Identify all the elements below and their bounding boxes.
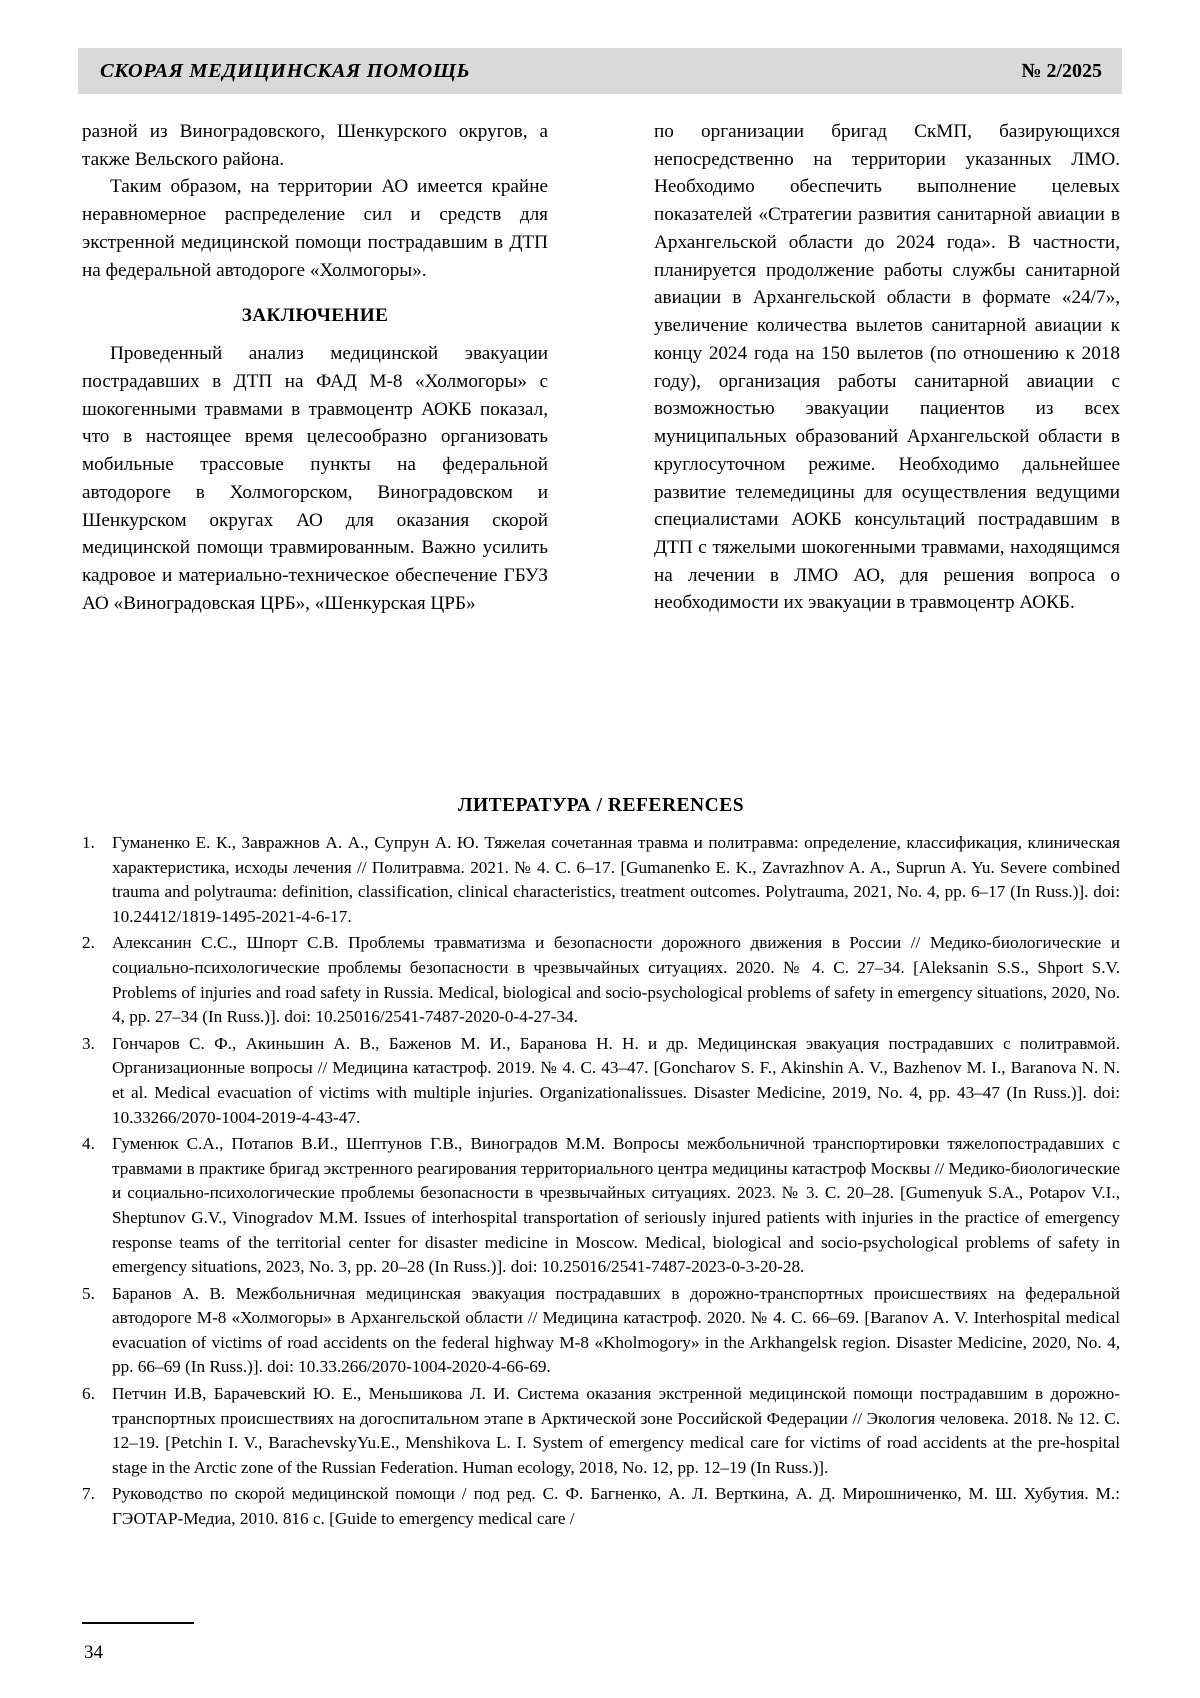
page-number: 34	[84, 1642, 103, 1663]
paragraph-continued: разной из Виноградовского, Шенкурского округов, а также Вельского района.	[82, 121, 548, 170]
reference-item	[82, 831, 1120, 929]
reference-item	[82, 1132, 1120, 1280]
reference-number: 1.	[82, 833, 95, 852]
journal-title: СКОРАЯ МЕДИЦИНСКАЯ ПОМОЩЬ	[100, 59, 471, 82]
reference-number: 3.	[82, 1033, 95, 1053]
footer-divider	[82, 1622, 194, 1624]
reference-number: 7.	[82, 1484, 95, 1504]
body-columns	[82, 118, 1120, 617]
reference-number: 2.	[82, 933, 95, 953]
issue-number: № 2/2025	[1021, 59, 1102, 82]
conclusion-paragraph: Проведенный анализ медицинской эвакуации пострадавших в ДТП на ФАД М-8 «Холмогоры» с шокогенными травмами в травмоцентр АОКБ показал, что в настоящее время целесообразно организовать мобильные трассовые пункты на федеральной автодороге в Холмогорском, Виноградовском и Шенкурском округах АО для оказания скорой медицинской помощи травмированным. Важно усилить кадровое и материально-техническое обеспечение ГБУЗ АО «Виноградовская ЦРБ», «Шенкурская ЦРБ»	[82, 343, 548, 614]
reference-number: 6.	[82, 1384, 95, 1404]
reference-text: Петчин И.В, Барачевский Ю. Е., Меньшикова Л. И. Система оказания экстренной медицинской помощи пострадавшим в дорожно-транспортных происшествиях на догоспитальном этапе в Арктической зоне Российской Федерации // Экология человека. 2018. № 12. С. 12–19. [Petchin I. V., BarachevskyYu.E., Menshikova L. I. System of emergency medical care for victims of road accidents at the pre-hospital stage in the Arctic zone of the Russian Federation. Human ecology, 2018, No. 12, pp. 12–19 (In Russ.)].	[112, 1384, 1120, 1477]
references-heading: ЛИТЕРАТУРА / REFERENCES	[457, 795, 745, 816]
reference-item	[82, 1482, 1120, 1531]
conclusion-heading: ЗАКЛЮЧЕНИЕ	[241, 305, 389, 327]
references-section	[82, 795, 1120, 1534]
reference-text: Баранов А. В. Межбольничная медицинская эвакуация пострадавших в дорожно-транспортных происшествиях на федеральной автодороге М-8 «Холмогоры» в Архангельской области // Медицина катастроф. 2020. № 4. С. 66–69. [Baranov A. V. Interhospital medical evacuation of victims of road accidents on the federal highway M-8 «Kholmogory» in the Arkhangelsk region. Disaster Medicine, 2020, No. 4, pp. 66–69 (In Russ.)]. doi: 10.33.266/2070-1004-2020-4-66-69.	[112, 1283, 1120, 1377]
reference-text: Алексанин С.С., Шпорт С.В. Проблемы травматизма и безопасности дорожного движения в России // Медико-биологические и социально-психологические проблемы безопасности в чрезвычайных ситуациях. 2020. № 4. С. 27–34. [Aleksanin S.S., Shport S.V. Problems of injuries and road safety in Russia. Medical, biological and socio-psychological problems of safety in emergency situations, 2020, No. 4, pp. 27–34 (In Russ.)]. doi: 10.25016/2541-7487-2020-0-4-27-34.	[112, 933, 1120, 1027]
running-head	[78, 48, 1122, 94]
reference-item	[82, 931, 1120, 1029]
reference-text: Гончаров С. Ф., Акиньшин А. В., Баженов М. И., Баранова Н. Н. и др. Медицинская эвакуация пострадавших с политравмой. Организационные вопросы // Медицина катастроф. 2019. № 4. С. 43–47. [Goncharov S. F., Akinshin A. V., Bazhenov M. I., Baranova N. N. et al. Medical evacuation of victims with multiple injuries. Organizationalissues. Disaster Medicine, 2019, No. 4, pp. 43–47 (In Russ.)]. doi: 10.33266/2070-1004-2019-4-43-47.	[112, 1033, 1120, 1127]
reference-number: 5.	[82, 1283, 95, 1303]
conclusion-continuation: по организации бригад СкМП, базирующихся непосредственно на территории указанных ЛМО. Необходимо обеспечить выполнение целевых показателей «Стратегии развития санитарной авиации в Архангельской области до 2024 года». В частности, планируется продолжение работы службы санитарной авиации в Архангельской области в формате «24/7», увеличение количества вылетов санитарной авиации к концу 2024 года на 150 вылетов (по отношению к 2018 году), организация работы санитарной авиации с возможностью эвакуации пациентов из всех муниципальных образований Архангельской области в круглосуточном режиме. Необходимо дальнейшее развитие телемедицины для осуществления ведущими специалистами АОКБ консультаций пострадавшим в ДТП с тяжелыми шокогенными травмами, находящимся на лечении в ЛМО АО, для решения вопроса о необходимости их эвакуации в травмоцентр АОКБ.	[654, 121, 1120, 614]
reference-text: Гуменюк С.А., Потапов В.И., Шептунов Г.В., Виноградов М.М. Вопросы межбольничной транспортировки тяжелопострадавших с травмами в практике бригад экстренного реагирования территориального центра медицины катастроф Москвы // Медико-биологические и социально-психологические проблемы безопасности в чрезвычайных ситуациях. 2023. № 3. С. 20–28. [Gumenyuk S.A., Potapov V.I., Sheptunov G.V., Vinogradov M.M. Issues of interhospital transportation of seriously injured patients with injuries in the practice of emergency response teams of the territorial center for disaster medicine in Moscow. Medical, biological and socio-psychological problems of safety in emergency situations, 2023, No. 3, pp. 20–28 (In Russ.)]. doi: 10.25016/2541-7487-2023-0-3-20-28.	[112, 1134, 1120, 1277]
left-column	[82, 118, 548, 617]
reference-item	[82, 1382, 1120, 1480]
right-column	[654, 118, 1120, 617]
reference-item	[82, 1282, 1120, 1380]
paragraph-summary: Таким образом, на территории АО имеется крайне неравномерное распределение сил и средств для экстренной медицинской помощи пострадавшим в ДТП на федеральной автодороге «Холмогоры».	[82, 176, 548, 281]
reference-item	[82, 1032, 1120, 1130]
reference-text: Гуманенко Е. К., Завражнов А. А., Супрун А. Ю. Тяжелая сочетанная травма и политравма: определение, классификация, клиническая характеристика, исходы лечения // Политравма. 2021. № 4. С. 6–17. [Gumanenko E. K., Zavrazhnov A. A., Suprun A. Yu. Severe combined trauma and polytrauma: definition, classification, clinical characteristics, treatment outcomes. Polytrauma, 2021, No. 4, pp. 6–17 (In Russ.)]. doi: 10.24412/1819-1495-2021-4-6-17.	[112, 833, 1120, 926]
reference-text: Руководство по скорой медицинской помощи / под ред. С. Ф. Багненко, А. Л. Верткина, А. Д. Мирошниченко, М. Ш. Хубутия. М.: ГЭОТАР-Медиа, 2010. 816 с. [Guide to emergency medical care /	[112, 1484, 1120, 1529]
reference-number: 4.	[82, 1134, 95, 1154]
